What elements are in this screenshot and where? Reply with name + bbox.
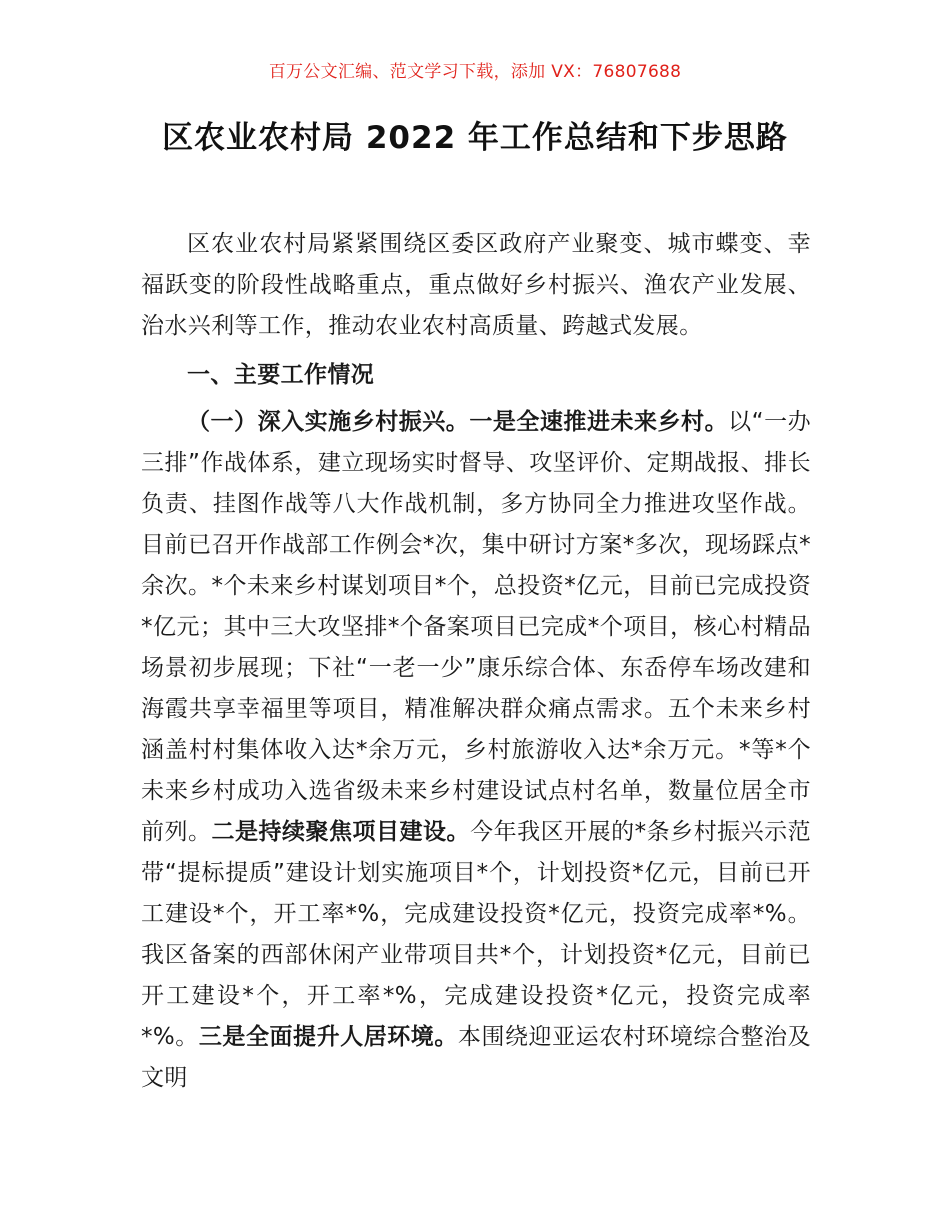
section-heading: 一、主要工作情况: [187, 362, 375, 388]
subsection-heading: （一）深入实施乡村振兴。一是全速推进未来乡村。: [187, 409, 729, 435]
bold-lead: 三是全面提升人居环境。: [198, 1024, 458, 1050]
paragraph-text: 本围绕迎亚运农村环境综合整治及文明: [141, 1024, 811, 1091]
body-paragraph: [141, 402, 811, 1099]
intro-paragraph: 区农业农村局紧紧围绕区委区政府产业聚变、城市蝶变、幸福跃变的阶段性战略重点，重点做好乡村振兴、渔农产业发展、治水兴利等工作，推动农业农村高质量、跨越式发展。: [141, 231, 811, 339]
page-title: 区农业农村局 2022 年工作总结和下步思路: [162, 120, 788, 156]
bold-lead: 二是持续聚焦项目建设。: [211, 819, 471, 845]
document-body: [141, 224, 811, 1107]
paragraph-text: 以“一办三排”作战体系，建立现场实时督导、攻坚评价、定期战报、排长负责、挂图作战等八大作战机制，多方协同全力推进攻坚作战。目前已召开作战部工作例会*次，集中研讨方案*多次，现场踩点*余次。*个未来乡村谋划项目*个，总投资*亿元，目前已完成投资*亿元；其中三大攻坚排*个备案项目已完成*个项目，核心村精品场景初步展现；下社“一老一少”康乐综合体、东岙停车场改建和海霞共享幸福里等项目，精准解决群众痛点需求。五个未来乡村涵盖村村集体收入达*余万元，乡村旅游收入达*余万元。*等*个未来乡村成功入选省级未来乡村建设试点村名单，数量位居全市前列。: [141, 409, 812, 845]
watermark-header: 百万公文汇编、范文学习下载，添加 VX：76807688: [268, 62, 682, 82]
paragraph-text: 今年我区开展的*条乡村振兴示范带“提标提质”建设计划实施项目*个，计划投资*亿元，目前已开工建设*个，开工率*%，完成建设投资*亿元，投资完成率*%。我区备案的西部休闲产业带项目共*个，计划投资*亿元，目前已开工建设*个，开工率*%，完成建设投资*亿元，投资完成率*%。: [141, 819, 812, 1050]
